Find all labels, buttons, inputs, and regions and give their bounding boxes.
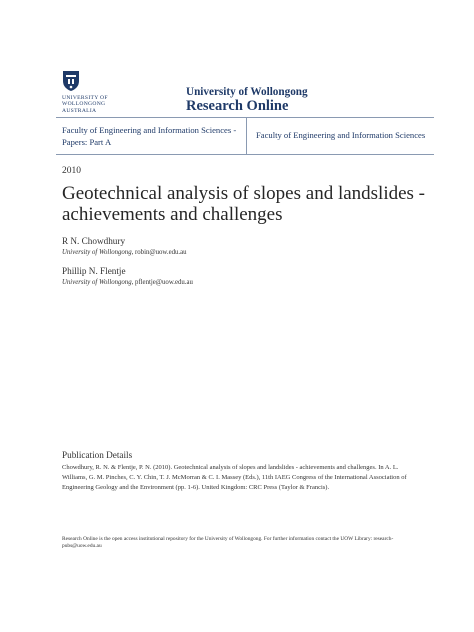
citation-text: Chowdhury, R. N. & Flentje, P. N. (2010). Geotechnical analysis of slopes and landslides - achievements and challenges. In A. L. Williams, G. M. Pinches, C. Y. Chin, T. J. McMorran & C. I. Massey (Eds.), 11th IAEG Congress of the International Association of Engineering Geology and the Environment (pp. 1-6). United Kingdom: CRC Press (Taylor & Francis).	[62, 464, 407, 491]
publication-details-heading: Publication Details	[62, 450, 133, 460]
affiliation-institution: University of Wollongong	[62, 249, 132, 256]
collections-divider	[246, 118, 247, 154]
author-affiliation	[62, 249, 187, 256]
author-name: R N. Chowdhury	[62, 236, 126, 246]
university-wordmark: UNIVERSITY OF WOLLONGONG AUSTRALIA	[62, 95, 108, 114]
affiliation-institution: University of Wollongong	[62, 279, 132, 286]
author-email[interactable]: , robin@uow.edu.au	[131, 249, 187, 256]
repository-university[interactable]: University of Wollongong	[186, 86, 308, 98]
author-name: Phillip N. Flentje	[62, 266, 126, 276]
repository-name[interactable]: Research Online	[186, 98, 289, 115]
author-affiliation	[62, 279, 193, 286]
publication-year: 2010	[62, 166, 81, 176]
footer-notice: Research Online is the open access institutional repository for the University of Wollongong. For further information contact the UOW Library: research-pubs@uow.edu.au	[62, 536, 394, 550]
repository-title[interactable]	[186, 86, 308, 115]
university-logo	[62, 70, 118, 114]
paper-title: Geotechnical analysis of slopes and landslides - achievements and challenges	[62, 183, 426, 225]
university-crest-icon	[62, 70, 80, 92]
collection-link-faculty[interactable]: Faculty of Engineering and Information Sciences	[256, 130, 426, 140]
author-email[interactable]: , pflentje@uow.edu.au	[131, 279, 193, 286]
collections-bar	[56, 117, 434, 155]
collection-link-papers[interactable]: Faculty of Engineering and Information Sciences - Papers: Part A	[62, 125, 237, 147]
